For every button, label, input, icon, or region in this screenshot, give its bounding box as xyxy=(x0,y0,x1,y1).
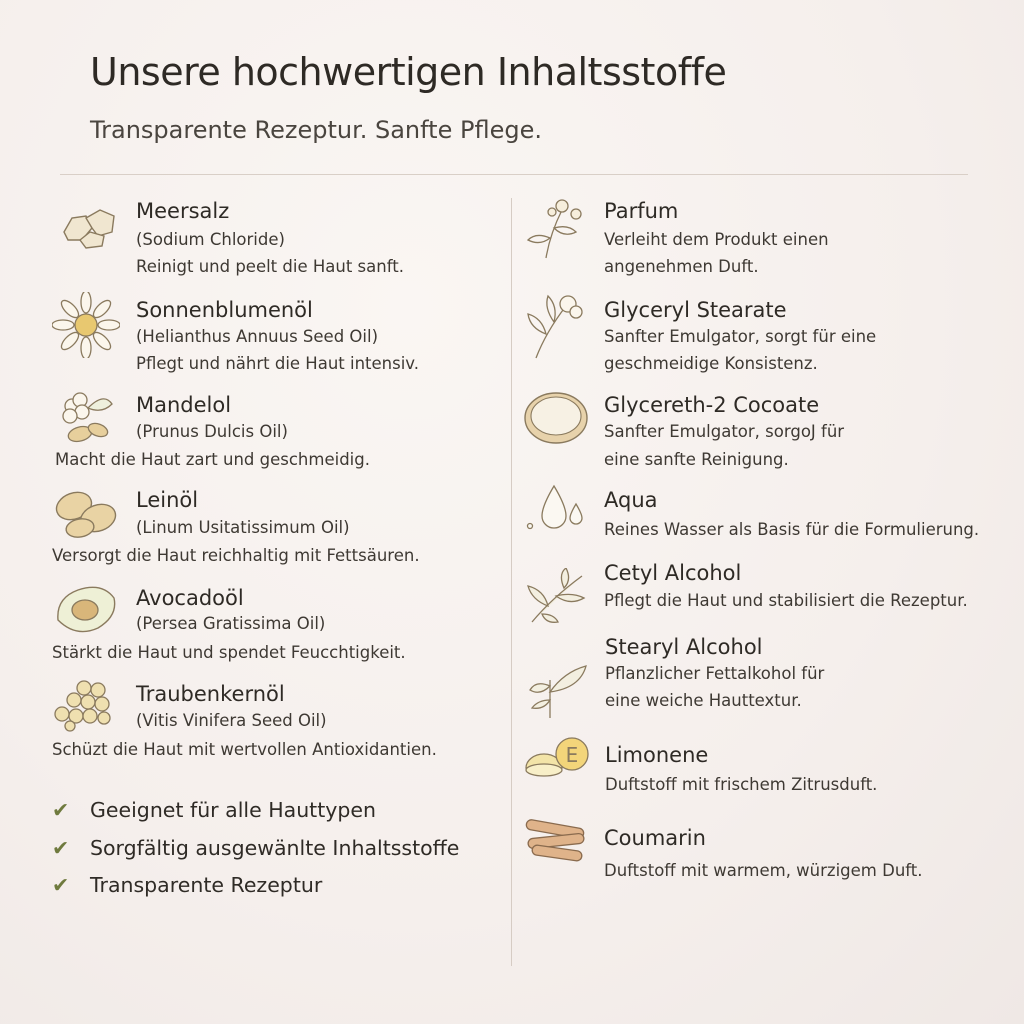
flower-sprig-icon xyxy=(522,194,590,260)
ingredient-name: Aqua xyxy=(604,488,658,512)
ingredient-description: Schüzt die Haut mit wertvollen Antioxidantien. xyxy=(52,740,437,759)
ingredient-description: Verleiht dem Produkt einen xyxy=(604,230,829,249)
ingredient-description: Sanfter Emulgator, sorgt für eine xyxy=(604,327,877,346)
ingredient-description: Pflegt die Haut und stabilisiert die Rezeptur. xyxy=(604,591,968,610)
cotton-branch-icon xyxy=(522,292,590,360)
water-drop-icon xyxy=(524,482,592,542)
benefit-item xyxy=(52,798,376,822)
ingredient-description: Stärkt die Haut und spendet Feucchtigkeit. xyxy=(52,643,406,662)
ingredient-description: Duftstoff mit warmem, würzigem Duft. xyxy=(604,861,923,880)
almond-blossom-icon xyxy=(52,388,120,448)
ingredient-inci: (Helianthus Annuus Seed Oil) xyxy=(136,327,379,346)
benefit-label: Sorgfältig ausgewänlte Inhaltsstoffe xyxy=(90,836,460,860)
ingredient-name: Coumarin xyxy=(604,826,706,850)
ingredient-name: Glyceryl Stearate xyxy=(604,298,787,322)
ingredient-inci: (Sodium Chloride) xyxy=(136,230,285,249)
avocado-icon xyxy=(52,580,120,640)
ingredient-description: Macht die Haut zart und geschmeidig. xyxy=(55,450,370,469)
ingredient-inci: (Vitis Vinifera Seed Oil) xyxy=(136,711,327,730)
ingredient-name: Traubenkernöl xyxy=(136,682,285,706)
header-divider xyxy=(60,174,968,175)
benefit-item xyxy=(52,836,459,860)
ingredient-name: Sonnenblumenöl xyxy=(136,298,313,322)
ingredient-name: Leinöl xyxy=(136,488,199,512)
column-divider xyxy=(511,198,512,966)
benefit-label: Transparente Rezeptur xyxy=(90,873,323,897)
benefit-item xyxy=(52,873,322,897)
ingredient-description: geschmeidige Konsistenz. xyxy=(604,354,818,373)
ingredient-description: Pflanzlicher Fettalkohol für xyxy=(605,664,825,683)
grapes-icon xyxy=(50,676,118,732)
ingredient-description: Versorgt die Haut reichhaltig mit Fettsäuren. xyxy=(52,546,420,565)
cinnamon-sticks-icon xyxy=(522,814,590,864)
ingredient-description: Sanfter Emulgator, sorgoJ für xyxy=(604,422,845,441)
ingredient-description: eine weiche Hauttextur. xyxy=(605,691,802,710)
ingredient-name: Glycereth-2 Cocoate xyxy=(604,393,820,417)
ingredient-name: Mandelol xyxy=(136,393,232,417)
ingredient-description: Reinigt und peelt die Haut sanft. xyxy=(136,257,404,276)
page-subtitle: Transparente Rezeptur. Sanfte Pflege. xyxy=(90,116,542,144)
checkmark-icon: ✔ xyxy=(52,836,70,860)
ingredient-name: Cetyl Alcohol xyxy=(604,561,742,585)
ingredient-description: Pflegt und nährt die Haut intensiv. xyxy=(136,354,420,373)
leaf-branch-icon xyxy=(524,660,592,718)
sunflower-icon xyxy=(52,292,120,358)
ingredient-inci: (Prunus Dulcis Oil) xyxy=(136,422,288,441)
ingredient-description: Reines Wasser als Basis für die Formulierung. xyxy=(604,520,980,539)
benefit-label: Geeignet für alle Hauttypen xyxy=(90,798,377,822)
ingredient-description: eine sanfte Reinigung. xyxy=(604,450,789,469)
checkmark-icon: ✔ xyxy=(52,873,70,897)
ingredient-name: Parfum xyxy=(604,199,679,223)
ingredient-inci: (Linum Usitatissimum Oil) xyxy=(136,518,350,537)
ingredient-description: angenehmen Duft. xyxy=(604,257,759,276)
ingredient-name: Avocadoöl xyxy=(136,586,244,610)
ingredient-name: Limonene xyxy=(605,743,709,767)
linseed-icon xyxy=(52,484,120,542)
leaf-sprig-icon xyxy=(522,568,590,624)
checkmark-icon: ✔ xyxy=(52,798,70,822)
ingredient-inci: (Persea Gratissima Oil) xyxy=(136,614,326,633)
coconut-icon xyxy=(522,388,590,448)
lemon-vitamin-e-icon xyxy=(522,732,590,782)
vitamin-e-badge: E xyxy=(565,743,579,767)
ingredient-name: Meersalz xyxy=(136,199,230,223)
ingredient-name: Stearyl Alcohol xyxy=(605,635,763,659)
salt-crystals-icon xyxy=(56,198,124,254)
ingredient-description: Duftstoff mit frischem Zitrusduft. xyxy=(605,775,878,794)
page-title: Unsere hochwertigen Inhaltsstoffe xyxy=(90,50,727,94)
